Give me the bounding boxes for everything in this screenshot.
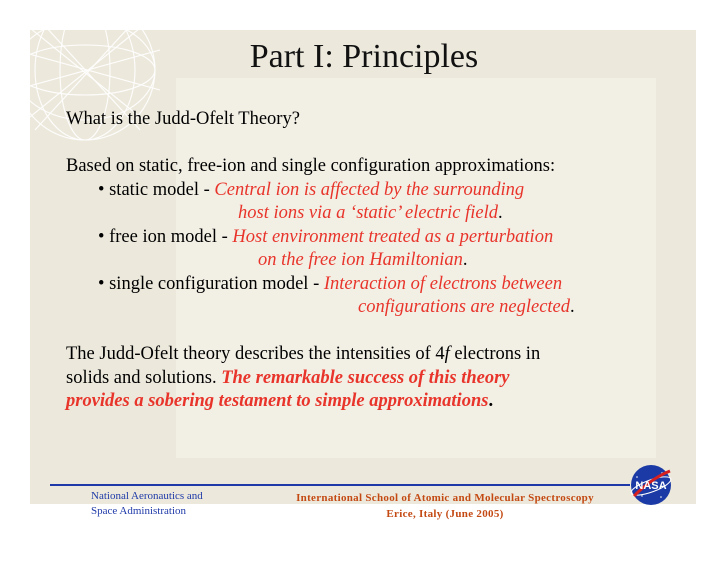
svg-text:NASA: NASA <box>635 480 667 492</box>
bullet-label: • single configuration model - <box>98 273 324 294</box>
conclusion-line-2: solids and solutions. The remarkable success of this theory <box>66 367 510 388</box>
bullet-label: • free ion model - <box>98 226 233 247</box>
slide-body <box>66 108 666 414</box>
bullet-label: • static model - <box>98 179 215 200</box>
bullet-single-configuration-model <box>66 273 666 297</box>
bullet-static-model <box>66 179 666 203</box>
slide-title: Part I: Principles <box>249 38 479 75</box>
emphasis-text: provides a sobering testament to simple approximations <box>66 391 489 411</box>
bullet-description: Interaction of electrons between <box>323 273 563 294</box>
conclusion-line-1: The Judd-Ofelt theory describes the intensities of 4f electrons in <box>66 344 541 364</box>
bullet-single-configuration-model-continued: configurations are neglected. <box>358 297 575 317</box>
based-on-text: Based on static, free-ion and single configuration approximations: <box>66 156 556 176</box>
bullet-description: on the free ion Hamiltonian <box>258 250 463 270</box>
bullet-description: configurations are neglected <box>358 297 571 317</box>
bullet-description: Central ion is affected by the surrounding <box>214 179 525 200</box>
emphasis-text: The remarkable success of this theory <box>221 367 510 388</box>
footer-event: International School of Atomic and Molecular Spectroscopy Erice, Italy (June 2005) <box>296 492 594 520</box>
footer-divider <box>50 484 630 486</box>
bullet-description: Host environment treated as a perturbation <box>232 226 554 247</box>
nasa-logo-icon <box>628 462 674 508</box>
bullet-free-ion-model <box>66 226 666 250</box>
bullet-free-ion-model-continued: on the free ion Hamiltonian. <box>258 250 468 270</box>
bullet-description: host ions via a ‘static’ electric field <box>238 203 498 223</box>
bullet-static-model-continued: host ions via a ‘static’ electric field. <box>238 203 503 223</box>
footer-organization: National Aeronautics and Space Administration <box>91 490 203 517</box>
conclusion-line-3: provides a sobering testament to simple approximations. <box>66 391 494 411</box>
question-text: What is the Judd-Ofelt Theory? <box>66 109 300 129</box>
